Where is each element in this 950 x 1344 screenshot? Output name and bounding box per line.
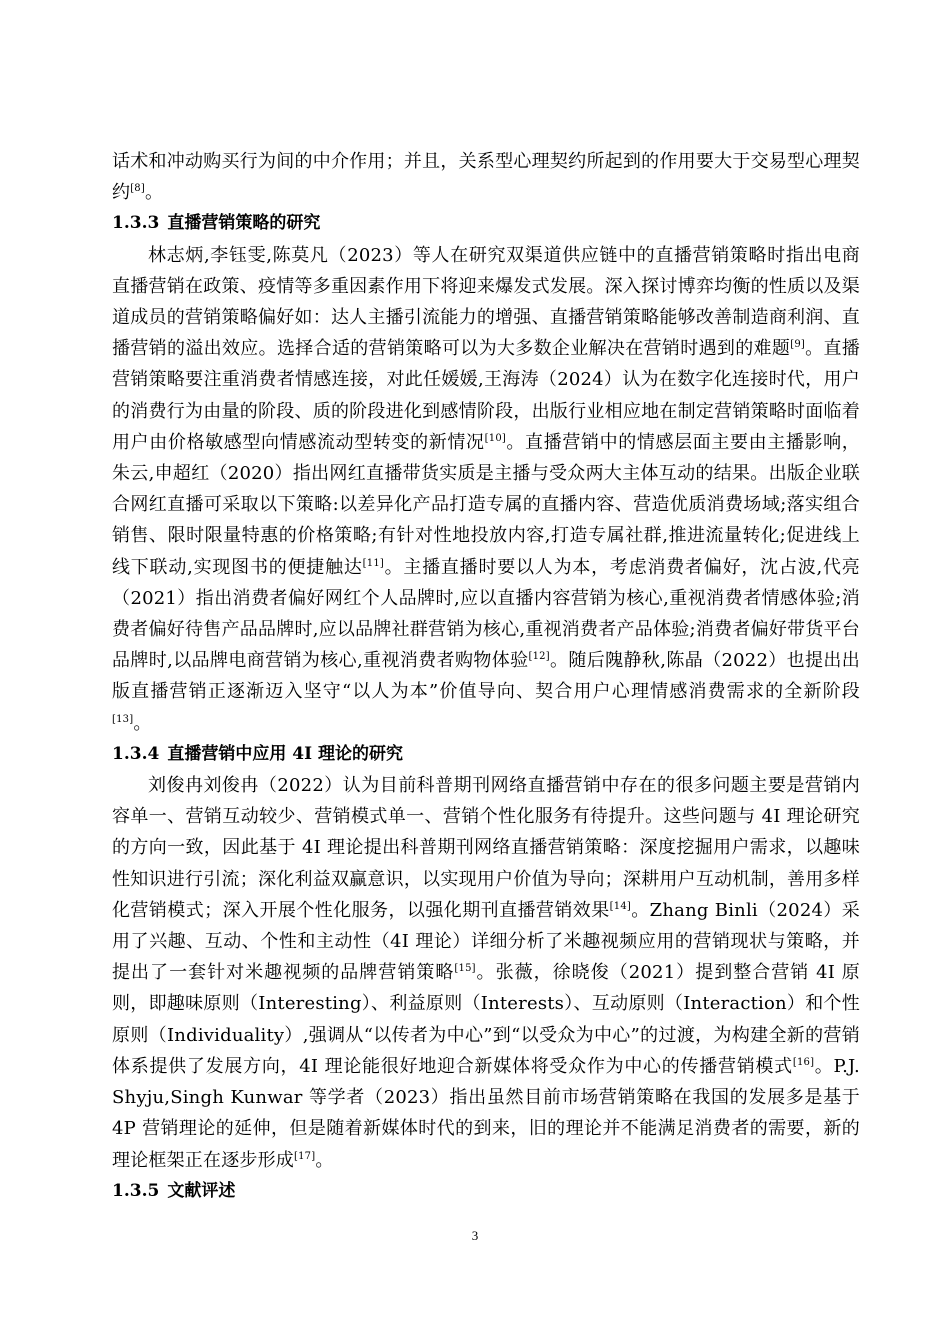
text-segment: 。 — [144, 182, 164, 204]
text-segment: 。张薇，徐晓俊（2021）提到整合营销 4I 原则，即趣味原则（Interesting）、利益原则（Interests）、互动原则（Interaction）和个性原则（Individuality）,强调从“以传者为中心”到“以受众为中心”的过渡，为构建全新的营销体系提供了发展方向，4I 理论能很好地迎合新媒体将受众作为中心的传播营销模式 — [112, 962, 860, 1077]
section-title: 文献评述 — [167, 1180, 236, 1201]
text-segment: 。Zhang Binli（2024）采用了兴趣、互动、个性和主动性（4I 理论）详细分析了米趣视频应用的营销现状与策略，并提出了一套针对米趣视频的品牌营销策略 — [112, 899, 860, 984]
citation-ref-11: [11] — [362, 557, 384, 569]
section-number: 1.3.4 — [112, 743, 160, 764]
paragraph-live-marketing-strategy — [112, 240, 860, 739]
text-segment: 。 — [315, 1149, 334, 1171]
text-segment: 。主播直播时要以人为本，考虑消费者偏好，沈占波,代亮（2021）指出消费者偏好网红个人品牌时,应以直播内容营销为核心,重视消费者情感体验;消费者偏好待售产品品牌时,应以品牌社群营销为核心,重视消费者产品体验;消费者偏好带货平台品牌时,以品牌电商营销为核心,重视消费者购物体验 — [112, 556, 860, 672]
citation-ref-9: [9] — [790, 339, 805, 351]
section-heading-1-3-4 — [112, 739, 860, 770]
citation-ref-16: [16] — [792, 1056, 815, 1068]
section-heading-1-3-3 — [112, 208, 860, 239]
paragraph-4i-theory — [112, 770, 860, 1176]
citation-ref-13: [13] — [112, 713, 134, 725]
text-segment: 。随后隗静秋,陈晶（2022）也提出出版直播营销正逐渐迈入坚守“以人为本”价值导向、契合用户心理情感消费需求的全新阶段 — [112, 650, 860, 703]
text-segment: 刘俊冉刘俊冉（2022）认为目前科普期刊网络直播营销中存在的很多问题主要是营销内容单一、营销互动较少、营销模式单一、营销个性化服务有待提升。这些问题与 4I 理论研究的方向一致，因此基于 4I 理论提出科普期刊网络直播营销策略：深度挖掘用户需求，以趣味性知识进行引流；深化利益双赢意识，以实现用户价值为导向；深耕用户互动机制，善用多样化营销模式；深入开展个性化服务，以强化期刊直播营销效果 — [112, 775, 860, 921]
section-title: 直播营销中应用 4I 理论的研究 — [167, 743, 403, 764]
text-segment: 。P.J. Shyju,Singh Kunwar 等学者（2023）指出虽然目前市场营销策略在我国的发展多是基于 4P 营销理论的延伸，但是随着新媒体时代的到来，旧的理论并不能满足消费者的需要，新的理论框架正在逐步形成 — [112, 1055, 860, 1171]
citation-ref-17: [17] — [294, 1150, 316, 1162]
text-segment: 林志炳,李钰雯,陈莫凡（2023）等人在研究双渠道供应链中的直播营销策略时指出电商直播营销在政策、疫情等多重因素作用下将迎来爆发式发展。深入探讨博弈均衡的性质以及渠道成员的营销策略偏好如：达人主播引流能力的增强、直播营销策略能够改善制造商利润、直播营销的溢出效应。选择合适的营销策略可以为大多数企业解决在营销时遇到的难题 — [112, 244, 860, 360]
text-segment: 。直播营销中的情感层面主要由主播影响，朱云,申超红（2020）指出网红直播带货实质是主播与受众两大主体互动的结果。出版企业联合网红直播可采取以下策略:以差异化产品打造专属的直播内容、营造优质消费场域;落实组合销售、限时限量特惠的价格策略;有针对性地投放内容,打造专属社群,推进流量转化;促进线上线下联动,实现图书的便捷触达 — [112, 431, 860, 578]
page-number: 3 — [471, 1228, 479, 1243]
section-heading-1-3-5 — [112, 1176, 860, 1207]
citation-ref-14: [14] — [609, 900, 631, 912]
document-body — [112, 146, 860, 1207]
section-title: 直播营销策略的研究 — [167, 213, 321, 234]
text-segment: 。直播营销策略要注重消费者情感连接，对此任媛媛,王海涛（2024）认为在数字化连接时代，用户的消费行为由量的阶段、质的阶段进化到感情阶段，出版行业相应地在制定营销策略时面临着用户由价格敏感型向情感流动型转变的新情况 — [112, 338, 860, 453]
citation-ref-15: [15] — [454, 963, 476, 975]
citation-ref-8: [8] — [130, 183, 145, 195]
paragraph-intro-continuation — [112, 146, 860, 208]
citation-ref-10: [10] — [484, 432, 506, 444]
citation-ref-12: [12] — [528, 651, 550, 663]
section-number: 1.3.5 — [112, 1180, 160, 1201]
text-segment: 话术和冲动购买行为间的中介作用；并且，关系型心理契约所起到的作用要大于交易型心理契约 — [112, 151, 860, 204]
section-number: 1.3.3 — [112, 213, 160, 234]
text-segment: 。 — [133, 712, 152, 734]
